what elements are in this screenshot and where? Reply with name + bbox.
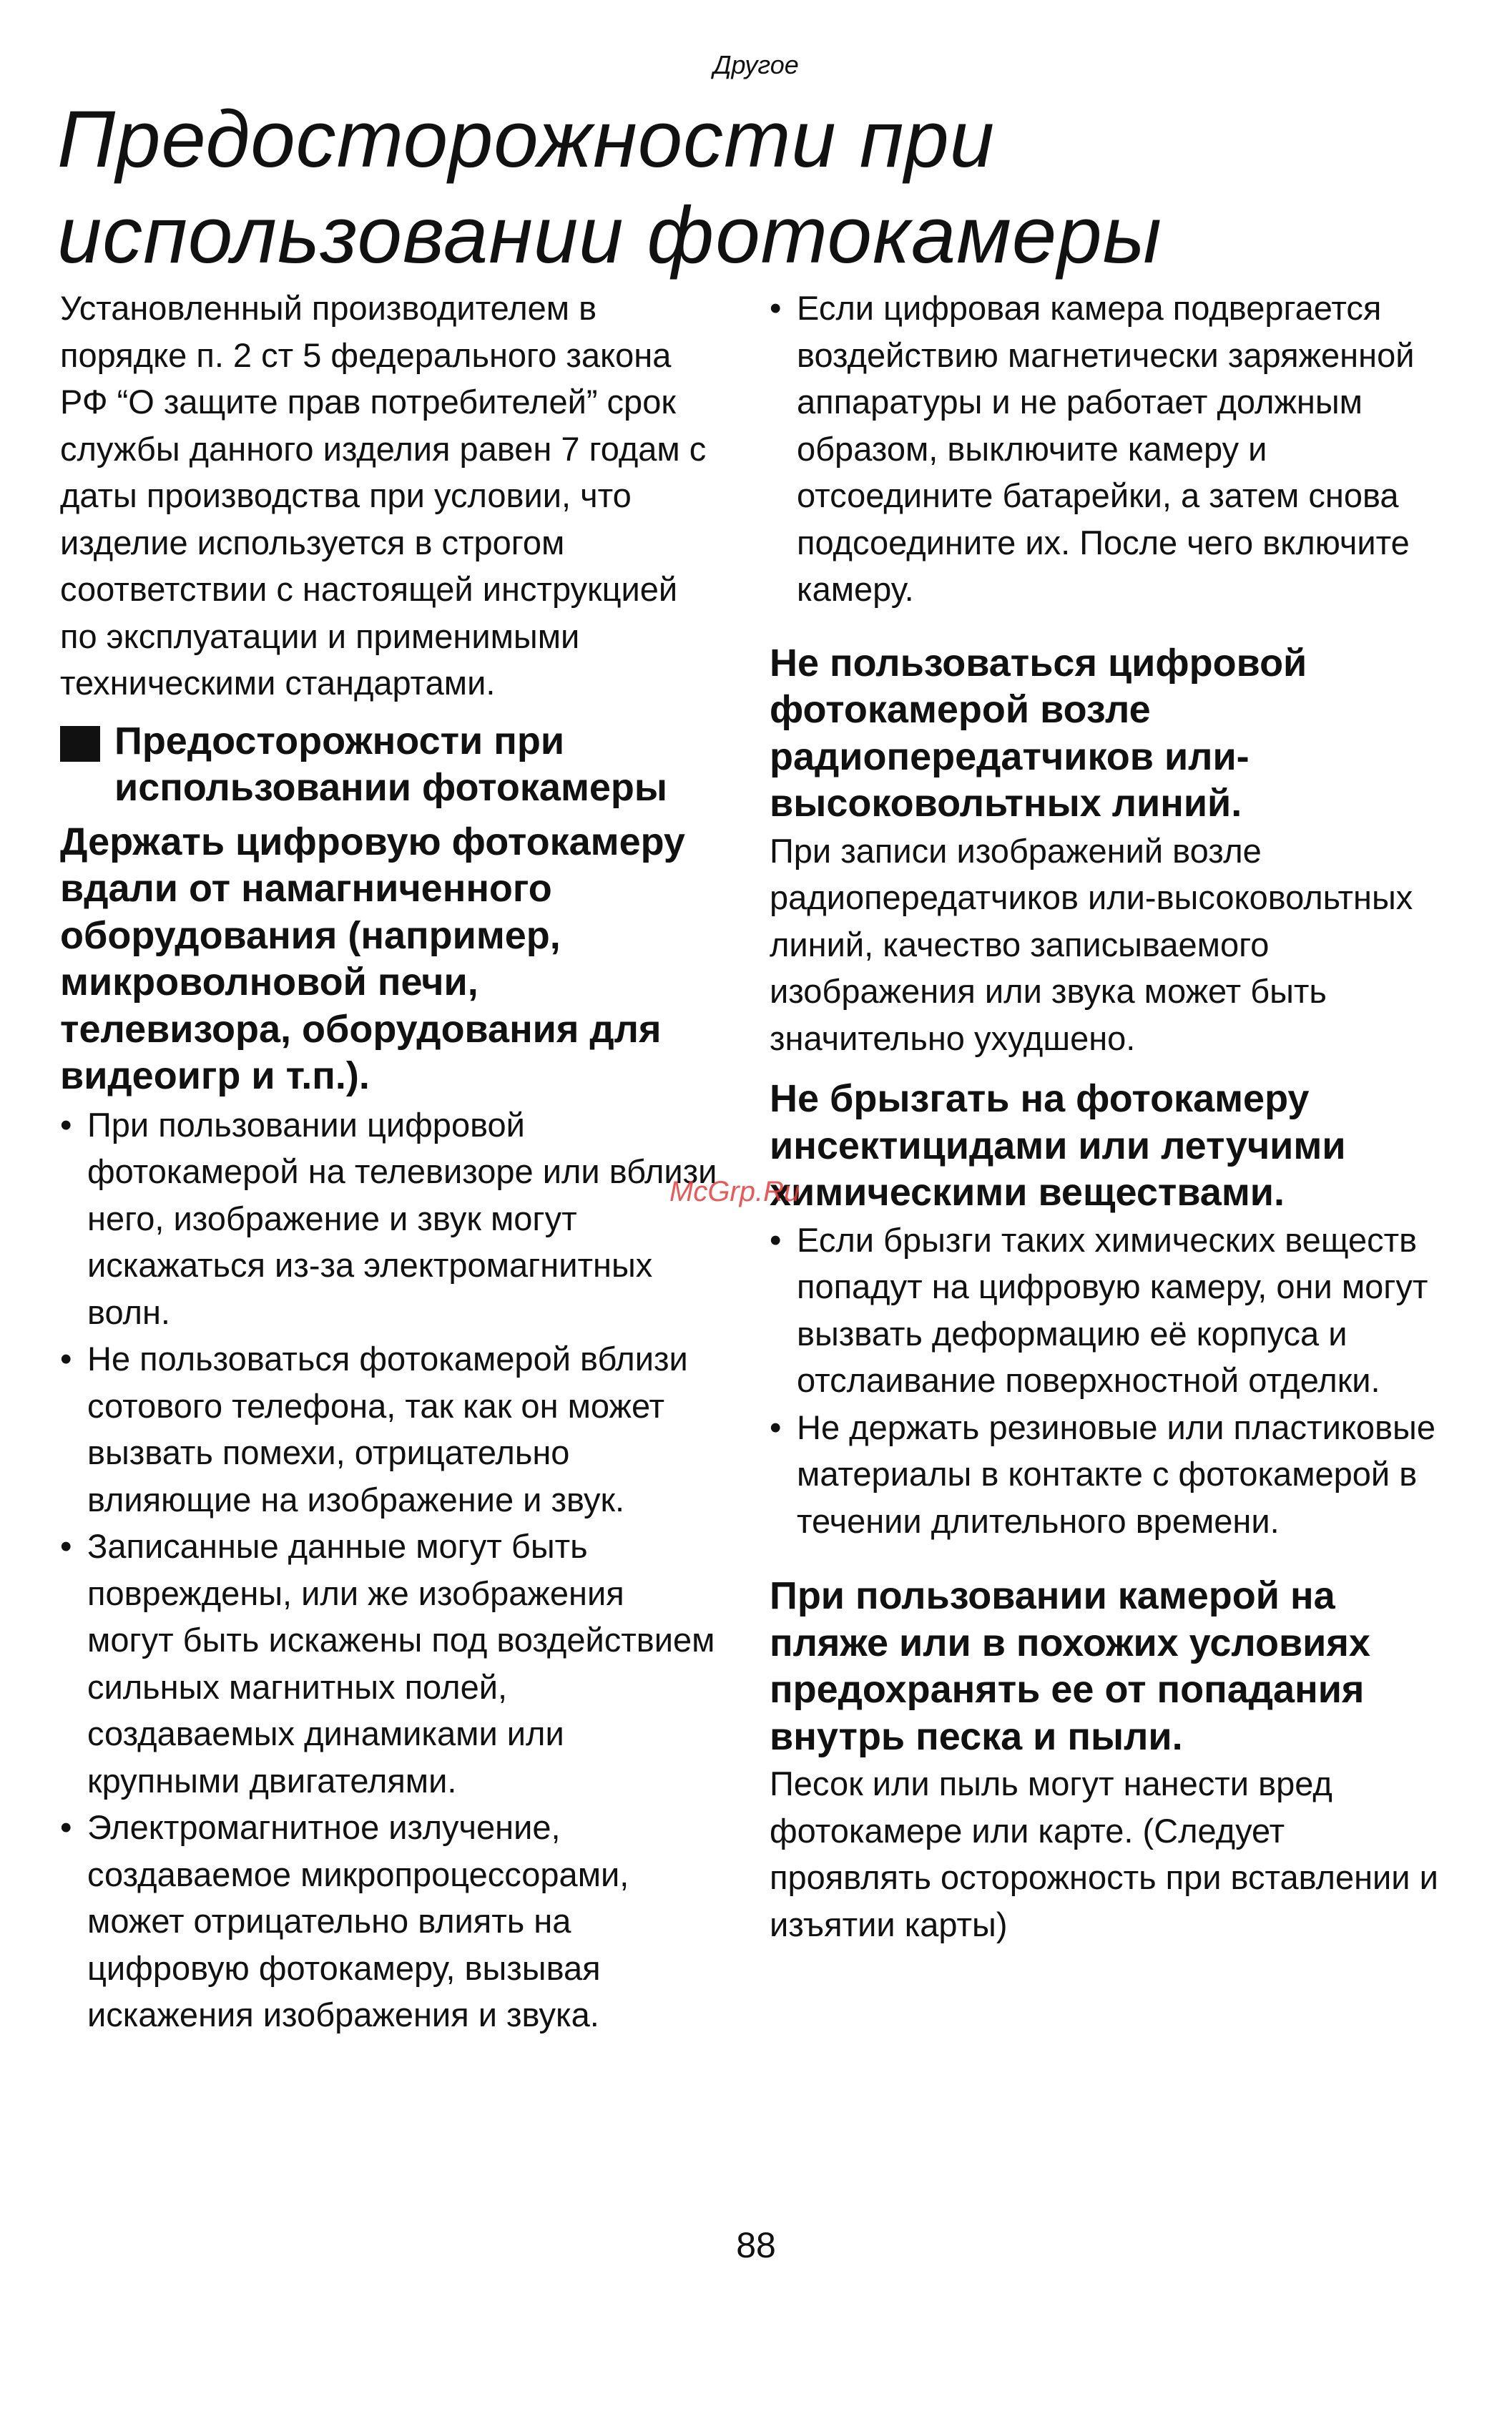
list-item-text: Если цифровая камера подвергается воздействию магнетически заряженной аппаратуры и не работает должным образом, выключите камеру и отсоедините батарейки, а затем снова подсоедините их. После чего включите камеру. [797, 289, 1415, 608]
section-heading [60, 718, 718, 812]
subhead-magnet: Держать цифровую фотокамеру вдали от намагниченного оборудования (например, микроволновой печи, телевизора, оборудования для видеоигр и т.п.). [60, 820, 685, 1097]
bullet-icon: • [60, 1105, 72, 1144]
page-number: 88 [736, 2225, 776, 2265]
list-item-text: Не пользоваться фотокамерой вблизи сотового телефона, так как он может вызвать помехи, отрицательно влияющие на изображение и звук. [87, 1340, 688, 1518]
bullet-icon: • [770, 289, 782, 327]
left-column [60, 285, 718, 2038]
section-label: Другое [713, 50, 799, 79]
list-item [770, 1404, 1449, 1545]
subhead-spray: Не брызгать на фотокамеру инсектицидами или летучими химическими веществами. [770, 1077, 1346, 1214]
section-heading-text: Предосторожности при использовании фотокамеры [114, 719, 668, 809]
list-item-text: При пользовании цифровой фотокамерой на телевизоре или вблизи него, изображение и звук могут искажаться из-за электромагнитных волн. [87, 1105, 717, 1331]
bullet-icon: • [60, 1527, 72, 1565]
page-title: Предосторожности при использовании фотокамеры [57, 94, 1162, 280]
list-item-text: Записанные данные могут быть повреждены, или же изображения могут быть искажены под воздействием сильных магнитных полей, создаваемых динамиками или крупными двигателями. [87, 1527, 715, 1800]
radio-paragraph: При записи изображений возле радиопередатчиков или-высоковольтных линий, качество записываемого изображения или звука может быть значительно ухудшено. [770, 831, 1413, 1057]
intro-paragraph: Установленный производителем в порядке п. 2 ст 5 федерального закона РФ “О защите прав потребителей” срок службы данного изделия равен 7 годам с даты производства при условии, что изделие используется в строгом соответствии с настоящей инструкцией по эксплуатации и применимыми техническими стандартами. [60, 289, 707, 702]
magnet-reset-list [770, 285, 1449, 613]
bullet-icon: • [60, 1340, 72, 1378]
bullet-icon: • [770, 1220, 782, 1259]
watermark: McGrp.Ru [669, 1176, 800, 1207]
list-item [770, 1217, 1449, 1404]
subhead-radio: Не пользоваться цифровой фотокамерой возле радиопередатчиков или-высоковольтных линий. [770, 641, 1307, 825]
list-item-text: Не держать резиновые или пластиковые материалы в контакте с фотокамерой в течении длительного времени. [797, 1408, 1435, 1540]
list-item [60, 1102, 718, 1336]
list-item [60, 1804, 718, 2038]
list-item [770, 285, 1449, 613]
square-bullet-icon [60, 726, 100, 762]
right-column [770, 285, 1449, 1948]
list-item-text: Если брызги таких химических веществ попадут на цифровую камеру, они могут вызвать деформацию её корпуса и отслаивание поверхностной отделки. [797, 1220, 1428, 1399]
bullet-icon: • [770, 1408, 782, 1446]
magnet-bullet-list [60, 1102, 718, 2038]
subhead-beach: При пользовании камерой на пляже или в похожих условиях предохранять ее от попадания внутрь песка и пыли. [770, 1574, 1370, 1758]
list-item [60, 1335, 718, 1523]
beach-paragraph: Песок или пыль могут нанести вред фотокамере или карте. (Следует проявлять осторожность при вставлении и изъятии карты) [770, 1765, 1438, 1943]
bullet-icon: • [60, 1808, 72, 1846]
spray-bullet-list [770, 1217, 1449, 1545]
list-item-text: Электромагнитное излучение, создаваемое микропроцессорами, может отрицательно влиять на цифровую фотокамеру, вызывая искажения изображения и звука. [87, 1808, 629, 2033]
list-item [60, 1523, 718, 1804]
